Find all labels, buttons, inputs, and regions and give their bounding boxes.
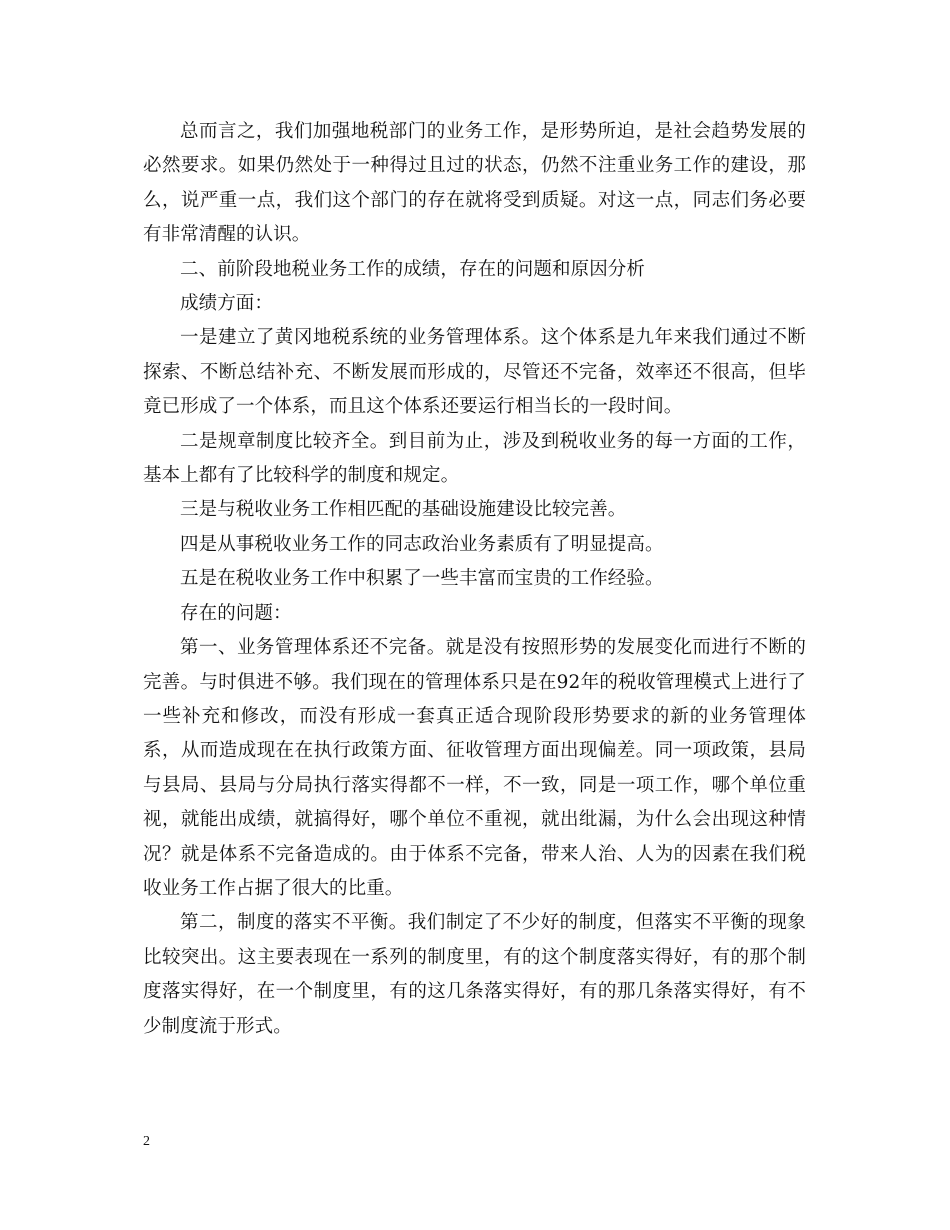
paragraph-summary: 总而言之，我们加强地税部门的业务工作，是形势所迫，是社会趋势发展的必然要求。如果仍然处于一种得过且过的状态，仍然不注重业务工作的建设，那么，说严重一点，我们这个部门的存在就将受到质疑。对这一点，同志们务必要有非常清醒的认识。 [143, 121, 806, 246]
problem-item-1: 第一、业务管理体系还不完备。就是没有按照形势的发展变化而进行不断的完善。与时俱进不够。我们现在的管理体系只是在92年的税收管理模式上进行了一些补充和修改，而没有形成一套真正适合现阶段形势要求的新的业务管理体系，从而造成现在在执行政策方面、征收管理方面出现偏差。同一项政策，县局与县局、县局与分局执行落实得都不一样，不一致，同是一项工作，哪个单位重视，就能出成绩，就搞得好，哪个单位不重视，就出纰漏，为什么会出现这种情况？就是体系不完备造成的。由于体系不完备，带来人治、人为的因素在我们税收业务工作占据了很大的比重。 [143, 637, 806, 899]
section-heading: 二、前阶段地税业务工作的成绩，存在的问题和原因分析 [180, 258, 646, 280]
achievement-item-5: 五是在税收业务工作中积累了一些丰富而宝贵的工作经验。 [180, 568, 664, 590]
subheading-achievements: 成绩方面： [180, 293, 274, 315]
achievement-item-1: 一是建立了黄冈地税系统的业务管理体系。这个体系是九年来我们通过不断探索、不断总结补充、不断发展而形成的，尽管还不完备，效率还不很高，但毕竟已形成了一个体系，而且这个体系还要运行相当长的一段时间。 [143, 327, 806, 418]
achievement-item-3: 三是与税收业务工作相匹配的基础设施建设比较完善。 [180, 499, 627, 521]
document-body [143, 115, 806, 1044]
achievement-item-2: 二是规章制度比较齐全。到目前为止，涉及到税收业务的每一方面的工作，基本上都有了比较科学的制度和规定。 [143, 430, 806, 487]
subheading-problems: 存在的问题： [180, 602, 292, 624]
problem-item-2: 第二，制度的落实不平衡。我们制定了不少好的制度，但落实不平衡的现象比较突出。这主要表现在一系列的制度里，有的这个制度落实得好，有的那个制度落实得好，在一个制度里，有的这几条落实得好，有的那几条落实得好，有不少制度流于形式。 [143, 912, 806, 1037]
page-number: 2 [143, 1134, 150, 1149]
achievement-item-4: 四是从事税收业务工作的同志政治业务素质有了明显提高。 [180, 533, 664, 555]
